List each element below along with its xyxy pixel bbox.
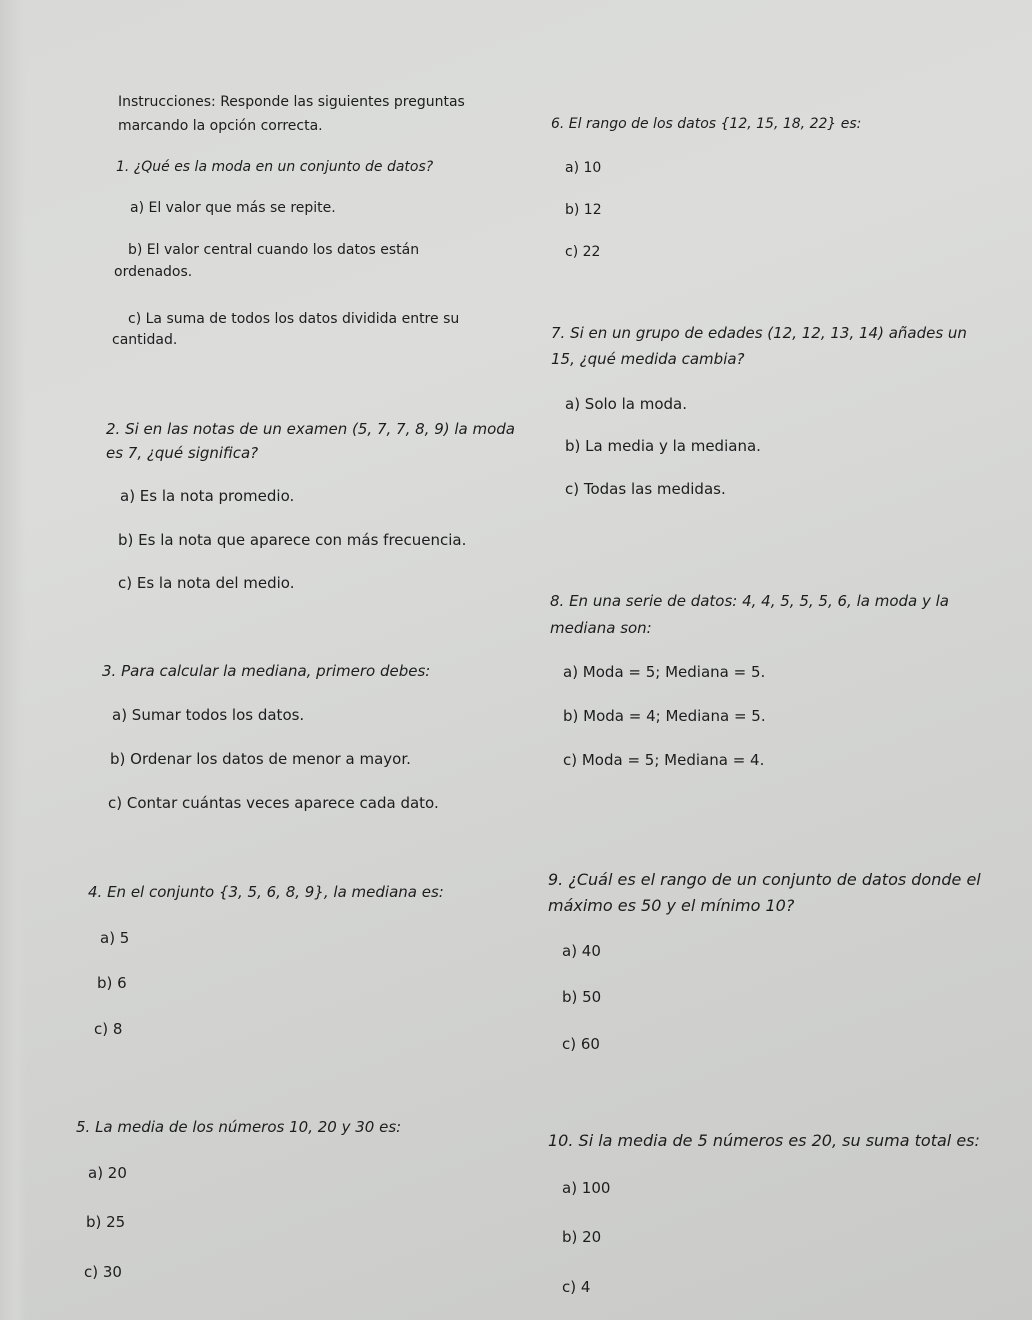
q3-option-c: c) Contar cuántas veces aparece cada dato. — [108, 794, 439, 812]
q9-question-line1: 9. ¿Cuál es el rango de un conjunto de datos donde el — [548, 870, 981, 889]
q8-question-line1: 8. En una serie de datos: 4, 4, 5, 5, 5, 6, la moda y la — [550, 592, 949, 610]
q5-option-b: b) 25 — [86, 1213, 126, 1231]
instructions-line-1: Instrucciones: Responde las siguientes preguntas — [118, 94, 465, 110]
q6-option-c: c) 22 — [565, 244, 601, 260]
q1-option-b-line1: b) El valor central cuando los datos están — [128, 242, 420, 258]
q1-question: 1. ¿Qué es la moda en un conjunto de datos? — [116, 159, 434, 175]
q7-option-a: a) Solo la moda. — [565, 395, 688, 413]
q9-option-c: c) 60 — [562, 1035, 600, 1053]
q9-question-line2: máximo es 50 y el mínimo 10? — [548, 896, 795, 915]
q4-option-b: b) 6 — [97, 974, 127, 992]
q10-option-c: c) 4 — [562, 1278, 591, 1296]
q6-option-a: a) 10 — [565, 160, 602, 176]
paper-edge-shadow — [0, 0, 26, 1320]
q5-question: 5. La media de los números 10, 20 y 30 es: — [76, 1118, 402, 1136]
q5-option-c: c) 30 — [84, 1263, 122, 1281]
q2-option-a: a) Es la nota promedio. — [120, 487, 295, 505]
q8-option-c: c) Moda = 5; Mediana = 4. — [563, 751, 765, 769]
q9-option-b: b) 50 — [562, 988, 602, 1006]
q1-option-c-line1: c) La suma de todos los datos dividida entre su — [128, 311, 460, 327]
q1-option-b-line2: ordenados. — [114, 264, 193, 280]
q2-option-c: c) Es la nota del medio. — [118, 574, 295, 592]
q3-option-a: a) Sumar todos los datos. — [112, 706, 305, 724]
q10-question: 10. Si la media de 5 números es 20, su suma total es: — [548, 1131, 980, 1150]
q2-option-b: b) Es la nota que aparece con más frecuencia. — [118, 531, 467, 549]
q4-option-a: a) 5 — [100, 929, 130, 947]
q10-option-b: b) 20 — [562, 1228, 602, 1246]
q9-option-a: a) 40 — [562, 942, 601, 960]
q3-question: 3. Para calcular la mediana, primero debes: — [102, 662, 431, 680]
q8-option-b: b) Moda = 4; Mediana = 5. — [563, 707, 766, 725]
instructions-line-2: marcando la opción correcta. — [118, 118, 323, 134]
q2-question-line2: es 7, ¿qué significa? — [106, 444, 259, 462]
q1-option-c-line2: cantidad. — [112, 332, 178, 348]
q4-question: 4. En el conjunto {3, 5, 6, 8, 9}, la mediana es: — [88, 883, 444, 901]
q3-option-b: b) Ordenar los datos de menor a mayor. — [110, 750, 411, 768]
q10-option-a: a) 100 — [562, 1179, 611, 1197]
q6-question: 6. El rango de los datos {12, 15, 18, 22} es: — [551, 116, 862, 132]
q1-option-a: a) El valor que más se repite. — [130, 200, 336, 216]
q8-question-line2: mediana son: — [550, 619, 652, 637]
q6-option-b: b) 12 — [565, 202, 602, 218]
q7-option-b: b) La media y la mediana. — [565, 437, 761, 455]
q5-option-a: a) 20 — [88, 1164, 127, 1182]
q8-option-a: a) Moda = 5; Mediana = 5. — [563, 663, 766, 681]
q2-question-line1: 2. Si en las notas de un examen (5, 7, 7, 8, 9) la moda — [106, 420, 515, 438]
q7-option-c: c) Todas las medidas. — [565, 480, 726, 498]
q7-question-line1: 7. Si en un grupo de edades (12, 12, 13, 14) añades un — [551, 324, 967, 342]
q7-question-line2: 15, ¿qué medida cambia? — [551, 350, 745, 368]
q4-option-c: c) 8 — [94, 1020, 123, 1038]
